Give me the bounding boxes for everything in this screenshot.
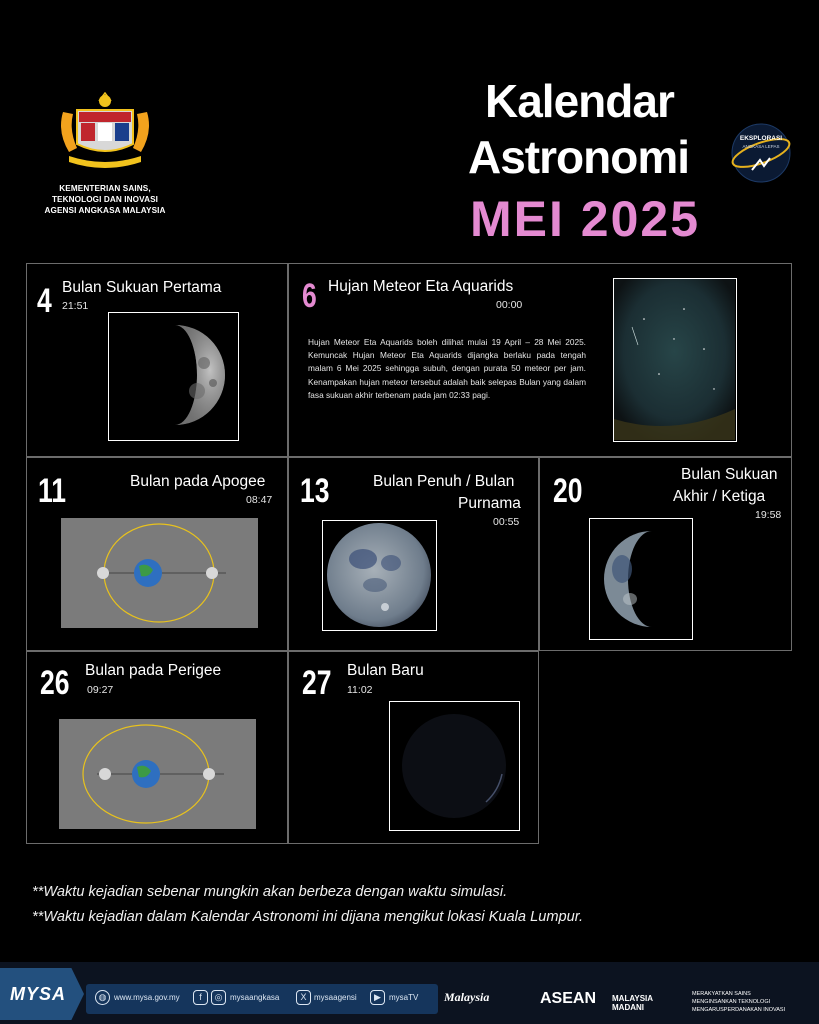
disclaimer-note-2: **Waktu kejadian dalam Kalendar Astronomi ini dijana mengikut lokasi Kuala Lumpur. bbox=[32, 909, 584, 925]
last-quarter-moon-image bbox=[589, 518, 693, 640]
event-cell-day-4 bbox=[26, 263, 288, 457]
event-time: 00:55 bbox=[493, 516, 520, 528]
globe-icon: ◍ bbox=[95, 990, 110, 1005]
day-number: 11 bbox=[38, 472, 67, 510]
youtube-link[interactable]: mysaTV bbox=[389, 993, 419, 1002]
event-cell-day-11 bbox=[26, 457, 288, 651]
malaysia-logo: Malaysia bbox=[444, 990, 490, 1004]
disclaimer-note-1: **Waktu kejadian sebenar mungkin akan berbeza dengan waktu simulasi. bbox=[32, 884, 508, 900]
tagline-line-1: MERAKYATKAN SAINS bbox=[692, 991, 751, 997]
event-title: Bulan Sukuan Pertama bbox=[62, 279, 222, 296]
allsky-camera-icon bbox=[614, 279, 735, 440]
event-title: Bulan Baru bbox=[347, 662, 424, 679]
event-title-line-1: Bulan Penuh / Bulan bbox=[373, 473, 515, 490]
moon-new-icon bbox=[390, 702, 518, 829]
day-number: 27 bbox=[302, 664, 332, 702]
tagline-line-3: MENGARUSPERDANAKAN INOVASI bbox=[692, 1007, 786, 1013]
event-time: 08:47 bbox=[246, 494, 273, 506]
event-title-line-2: Akhir / Ketiga bbox=[673, 488, 766, 505]
facebook-icon: f bbox=[193, 990, 208, 1005]
partner-logo-text-2: ANGKASA LEPAS bbox=[742, 144, 780, 149]
instagram-icon: ◎ bbox=[211, 990, 226, 1005]
meteor-sky-image bbox=[613, 278, 737, 442]
mysa-brand-text: MYSA bbox=[10, 984, 67, 1004]
day-number: 13 bbox=[300, 472, 330, 510]
facebook-instagram-link[interactable]: mysaangkasa bbox=[230, 993, 280, 1002]
event-time: 00:00 bbox=[496, 299, 523, 311]
event-title: Bulan pada Apogee bbox=[130, 473, 266, 490]
youtube-icon: ▶ bbox=[370, 990, 385, 1005]
day-number: 4 bbox=[37, 282, 52, 320]
event-cell-day-13 bbox=[288, 457, 539, 651]
event-cell-day-27 bbox=[288, 651, 539, 844]
full-moon-image bbox=[322, 520, 437, 631]
eksplorasi-angkasa-logo-icon bbox=[728, 122, 794, 184]
event-title-line-2: Purnama bbox=[458, 495, 521, 512]
new-moon-image bbox=[389, 701, 520, 831]
event-title-line-1: Bulan Sukuan bbox=[681, 466, 778, 483]
asean-logo: ASEAN bbox=[540, 990, 597, 1007]
x-icon: X bbox=[296, 990, 311, 1005]
event-time: 11:02 bbox=[347, 684, 373, 696]
partner-logo-text-1: EKSPLORASI bbox=[739, 135, 783, 142]
title-month: MEI 2025 bbox=[470, 191, 701, 247]
agency-logo-block bbox=[30, 92, 180, 216]
event-time: 21:51 bbox=[62, 300, 89, 312]
apogee-orbit-diagram bbox=[61, 518, 258, 628]
coat-of-arms-icon bbox=[55, 92, 155, 170]
moon-full-icon bbox=[323, 521, 435, 629]
event-description: Hujan Meteor Eta Aquarids boleh dilihat mulai 19 April – 28 Mei 2025. Kemuncak Hujan Meteor Eta Aquarids dijangka berlaku pada tengah malam 6 Mei 2025 sehingga subuh, dengan purata 50 meteor per jam. Kenampakan hujan meteor tersebut adalah baik selepas Bulan yang dalam fasa sukuan akhir terbenam pada jam 02:33 pagi. bbox=[308, 337, 586, 400]
event-time: 19:58 bbox=[755, 509, 782, 521]
event-title: Bulan pada Perigee bbox=[85, 662, 222, 679]
orbit-diagram-icon bbox=[61, 518, 258, 628]
agency-line-2: TEKNOLOGI DAN INOVASI bbox=[51, 195, 159, 204]
website-link[interactable]: www.mysa.gov.my bbox=[114, 993, 180, 1002]
x-link[interactable]: mysaagensi bbox=[314, 993, 357, 1002]
moon-first-quarter-icon bbox=[109, 313, 237, 439]
title-line-1: Kalendar bbox=[485, 75, 674, 127]
event-cell-day-20 bbox=[539, 457, 792, 651]
first-quarter-moon-image bbox=[108, 312, 239, 441]
tagline-line-2: MENGINSANKAN TEKNOLOGI bbox=[692, 999, 771, 1005]
agency-line-3: AGENSI ANGKASA MALAYSIA bbox=[44, 206, 166, 215]
event-cell-day-26 bbox=[26, 651, 288, 844]
event-title: Hujan Meteor Eta Aquarids bbox=[328, 278, 514, 295]
event-cell-day-6 bbox=[288, 263, 792, 457]
day-number: 6 bbox=[302, 277, 317, 315]
title-line-2: Astronomi bbox=[468, 131, 689, 183]
perigee-orbit-diagram bbox=[59, 719, 256, 829]
event-time: 09:27 bbox=[87, 684, 114, 696]
moon-last-quarter-icon bbox=[590, 519, 691, 638]
day-number: 20 bbox=[553, 472, 583, 510]
agency-line-1: KEMENTERIAN SAINS, bbox=[59, 184, 151, 193]
day-number: 26 bbox=[40, 664, 70, 702]
orbit-diagram-icon bbox=[59, 719, 256, 829]
malaysia-madani-logo: MALAYSIA MADANI bbox=[612, 994, 653, 1012]
